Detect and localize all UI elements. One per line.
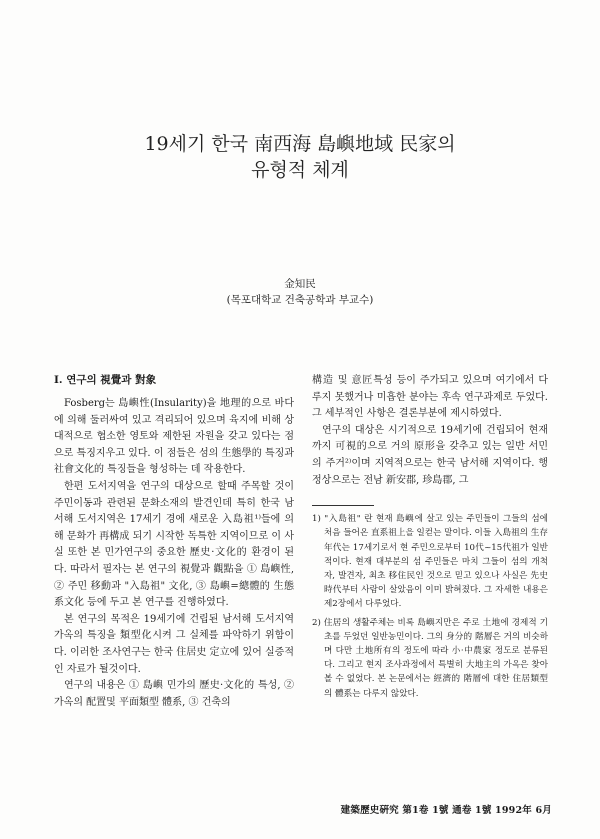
- journal-footer: 建築歷史硏究 第1卷 1號 通卷 1號 1992年 6月: [340, 805, 552, 816]
- paragraph-6: 연구의 대상은 시기적으로 19세기에 건립되어 현재까지 可視的으로 거의 原形을 갖추고 있는 일반 서민의 주거²⁾이며 지역적으로는 한국 남서해 지역이다. 행정상으로는 전남 新安郡, 珍島郡, 그: [312, 424, 548, 486]
- footnote-2: 2) 住居의 생활주체는 비록 島嶼지만은 주로 土地에 경제적 기초를 두었던 일반농민이다. 그의 身分的 階層은 거의 비슷하며 다만 土地所有의 정도에 따라 小·中農家 정도로 분류된다. 그리고 현지 조사과정에서 특별히 大地主의 가옥은 찾아볼 수 없었다. 본 논문에서는 經濟的 階層에 대한 住居類型의 體系는 다루지 않았다.: [312, 617, 548, 699]
- paragraph-1: Fosberg는 島嶼性(Insularity)을 地理的으로 바다에 의해 둘러싸여 있고 격리되어 있으며 육지에 비해 상대적으로 협소한 영토와 제한된 자원을 갖고 있다는 점으로 특징지우고 있다. 이 점들은 섬의 生態學的 특징과 社會文化的 특징들을 형성하는 데 작용한다.: [54, 398, 294, 476]
- author-affiliation: (목포대학교 건축공학과 부교수): [226, 294, 374, 306]
- title-line-2: 유형적 체계: [251, 159, 349, 181]
- title-line-1: 19세기 한국 南西海 島嶼地域 民家의: [144, 133, 456, 155]
- section-heading: Ⅰ. 연구의 視覺과 對象: [54, 374, 157, 386]
- left-column: [54, 372, 294, 711]
- paragraph-3: 본 연구의 목적은 19세기에 건립된 남서해 도서지역 가옥의 특징을 類型化시켜 그 실체를 파악하기 위함이다. 이러한 조사연구는 한국 住居史 定立에 있어 실증적인 자료가 될것이다.: [54, 613, 294, 675]
- paragraph-4: 연구의 내용은 ① 島嶼 민가의 歷史·文化的 특성, ② 가옥의 配置및 平面類型 體系, ③ 건축의: [54, 680, 294, 708]
- paragraph-2: 한편 도서지역을 연구의 대상으로 할때 주목할 것이 주민이동과 관련된 문화소재의 발견인데 특히 한국 남서해 도서지역은 17세기 경에 새로운 入島祖¹⁾들에 의해 문화가 再構成 되기 시작한 독특한 지역이므로 이 사실 또한 본 민가연구의 중요한 歷史·文化的 환경이 된다. 따라서 필자는 본 연구의 視覺과 觀點을 ① 島嶼性, ② 주민 移動과 "入島祖" 文化, ③ 島嶼=總體的 生態系文化 등에 두고 본 연구를 진행하였다.: [54, 480, 294, 609]
- author-name: 金知民: [284, 278, 316, 290]
- paragraph-5: 構造 및 意匠특성 등이 주가되고 있으며 여기에서 다루지 못했거나 미흡한 분야는 후속 연구과제로 두었다. 그 세부적인 사항은 결론부분에 제시하였다.: [312, 375, 548, 420]
- right-column: [312, 373, 548, 705]
- footnote-divider: [312, 505, 374, 506]
- footnote-1: 1) "入島祖" 란 현재 島嶼에 살고 있는 주민들이 그들의 섬에 처음 들어온 直系祖上을 일컫는 말이다. 이들 入島祖의 生存年代는 17세기로서 현 주민으로부터 10代~15代祖가 일반적이다. 현재 대부분의 섬 주민들은 마치 그들이 섬의 개척자, 발견자, 최초 移住民인 것으로 믿고 있으나 사실은 先史時代부터 사람이 살았음이 이미 밝혀졌다. 그 자세한 내용은 제2장에서 다루었다.: [312, 514, 548, 610]
